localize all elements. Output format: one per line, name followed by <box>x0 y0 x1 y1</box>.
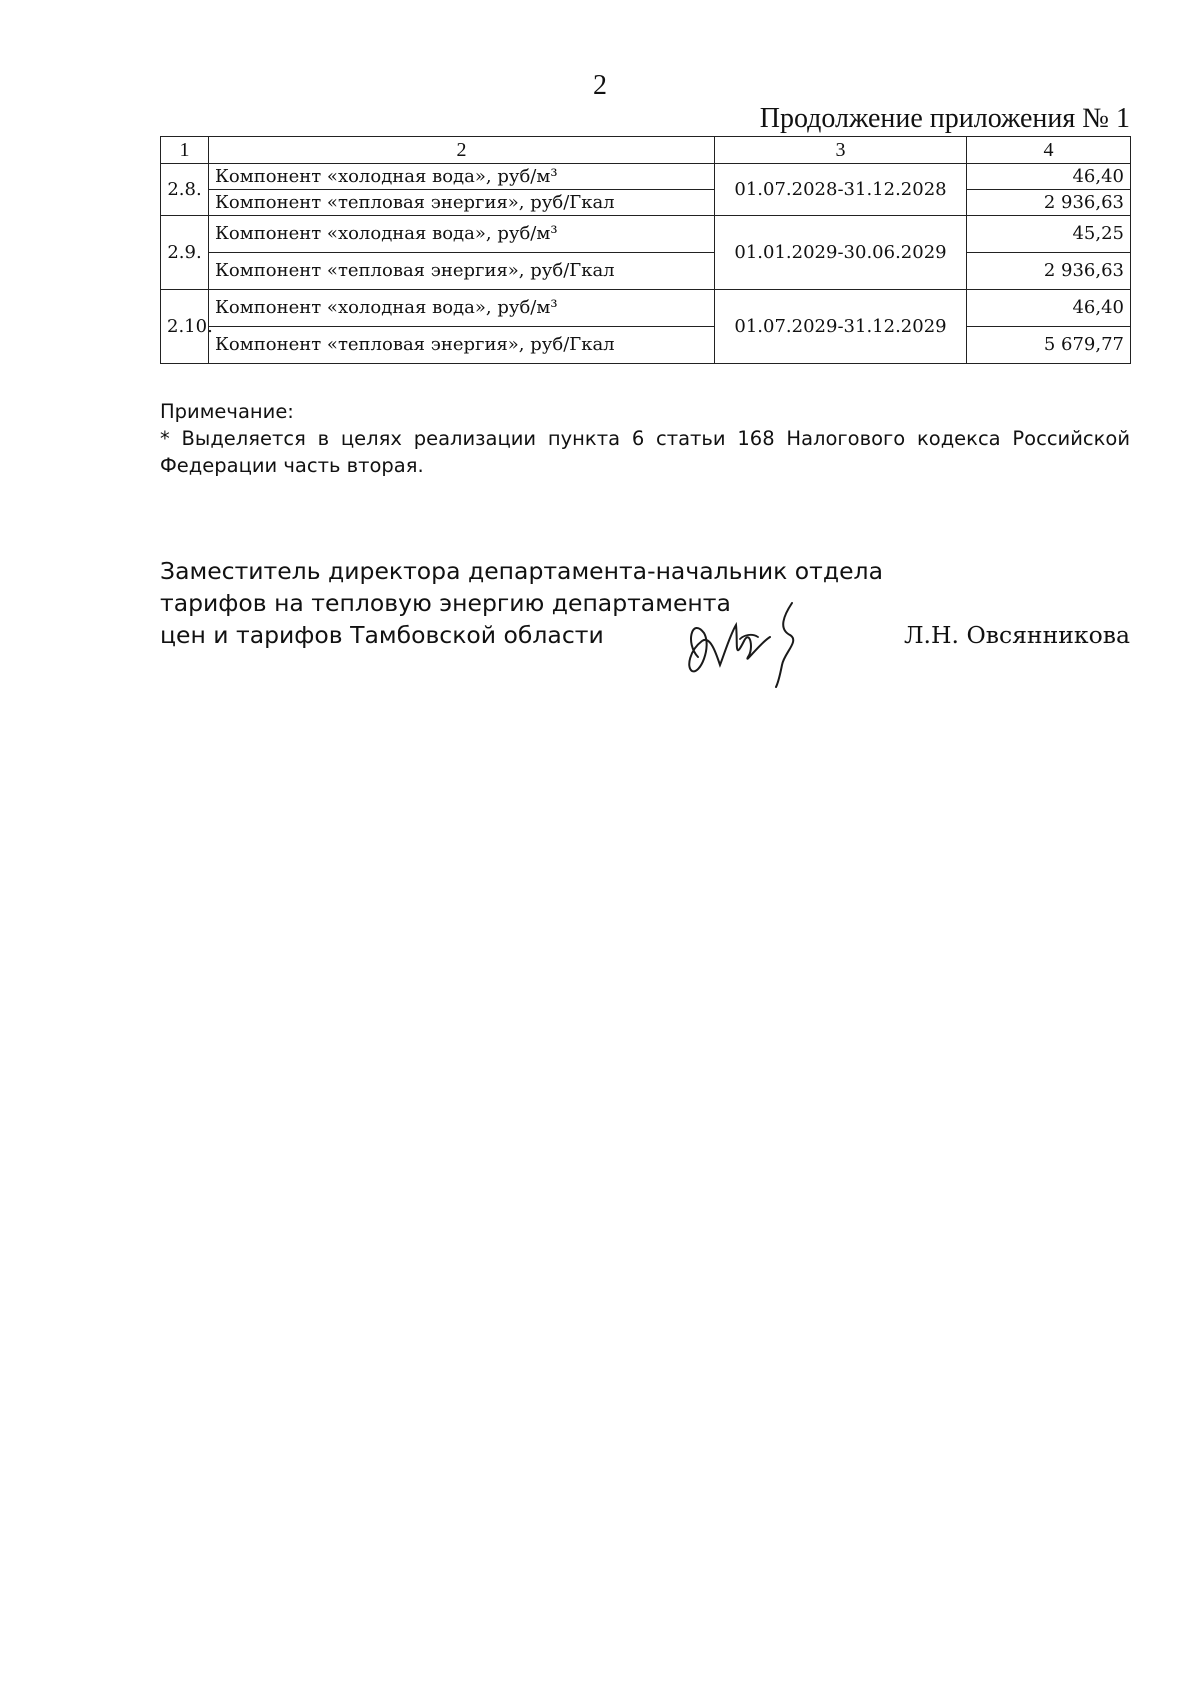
handwritten-signature <box>680 595 820 690</box>
component-name: Компонент «тепловая энергия», руб/Гкал <box>209 190 715 216</box>
signer-position-line: Заместитель директора департамента-начальник отдела <box>160 557 883 585</box>
signature-block <box>160 555 1130 651</box>
column-header-1: 1 <box>161 137 209 164</box>
table-row <box>161 253 1131 290</box>
period: 01.01.2029-30.06.2029 <box>715 216 967 290</box>
signer-position-line: цен и тарифов Тамбовской области <box>160 621 604 649</box>
footnote <box>160 398 1130 479</box>
component-name: Компонент «холодная вода», руб/м³ <box>209 164 715 190</box>
component-value: 45,25 <box>967 216 1131 253</box>
component-value: 5 679,77 <box>967 327 1131 364</box>
table-row <box>161 327 1131 364</box>
component-value: 46,40 <box>967 290 1131 327</box>
signer-name: Л.Н. Овсянникова <box>903 621 1130 649</box>
table-row <box>161 216 1131 253</box>
component-value: 46,40 <box>967 164 1131 190</box>
component-value: 2 936,63 <box>967 190 1131 216</box>
row-number: 2.10. <box>161 290 209 364</box>
footnote-text: * Выделяется в целях реализации пункта 6 статьи 168 Налогового кодекса Российской Федерации часть вторая. <box>160 427 1130 477</box>
table-row <box>161 290 1131 327</box>
column-header-3: 3 <box>715 137 967 164</box>
component-name: Компонент «тепловая энергия», руб/Гкал <box>209 327 715 364</box>
table-header-row <box>161 137 1131 164</box>
period: 01.07.2029-31.12.2029 <box>715 290 967 364</box>
component-name: Компонент «холодная вода», руб/м³ <box>209 216 715 253</box>
period: 01.07.2028-31.12.2028 <box>715 164 967 216</box>
column-header-4: 4 <box>967 137 1131 164</box>
component-name: Компонент «тепловая энергия», руб/Гкал <box>209 253 715 290</box>
appendix-continuation-label: Продолжение приложения № 1 <box>759 103 1130 134</box>
row-number: 2.8. <box>161 164 209 216</box>
footnote-title: Примечание: <box>160 400 294 423</box>
row-number: 2.9. <box>161 216 209 290</box>
page-number: 2 <box>593 70 607 101</box>
table-row <box>161 190 1131 216</box>
signer-position-line: тарифов на тепловую энергию департамента <box>160 589 731 617</box>
tariff-table <box>160 136 1131 364</box>
component-name: Компонент «холодная вода», руб/м³ <box>209 290 715 327</box>
component-value: 2 936,63 <box>967 253 1131 290</box>
column-header-2: 2 <box>209 137 715 164</box>
table-row <box>161 164 1131 190</box>
